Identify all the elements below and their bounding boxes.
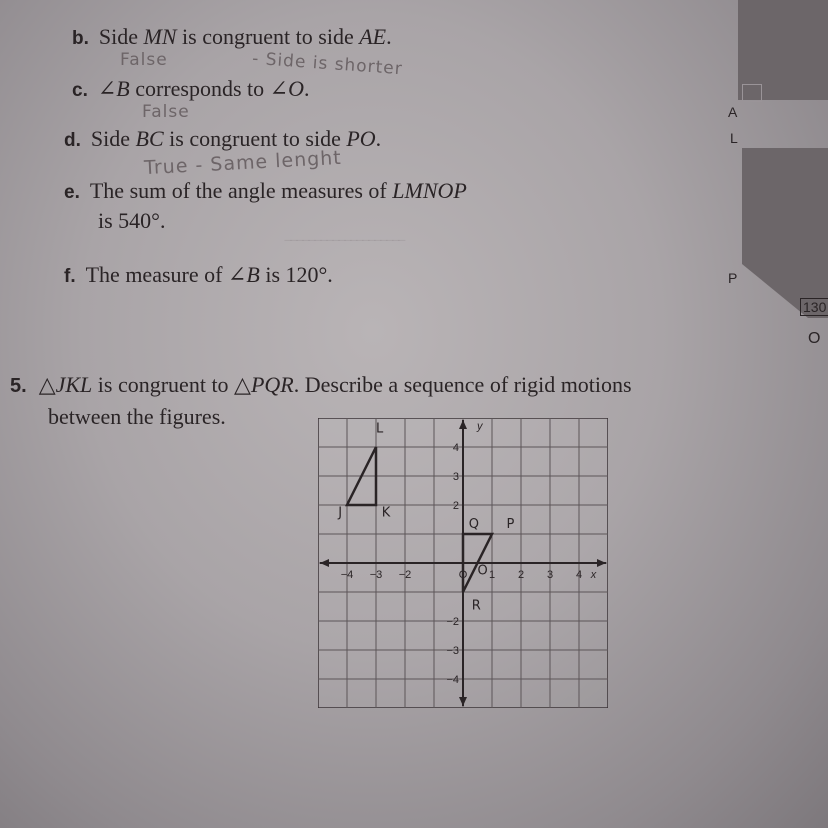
y-tick-label: −2	[446, 616, 459, 628]
vertex-label-q: Q	[468, 517, 480, 533]
angle-label: 130	[800, 298, 828, 316]
problem-5: 5. △JKL is congruent to △PQR. Describe a sequence of rigid motions	[10, 372, 632, 397]
vertex-label-o: O	[477, 563, 488, 579]
y-tick-label: 2	[452, 500, 459, 512]
y-tick-label: −3	[446, 645, 459, 657]
x-tick-label: 1	[488, 569, 496, 581]
vertex-label-k: K	[381, 505, 391, 521]
vertex-label-o: O	[808, 330, 821, 347]
x-tick-label: O	[458, 569, 468, 581]
x-tick-label: 4	[575, 569, 583, 581]
handwritten-note-b: - Side is shorter	[251, 48, 404, 80]
item-d: d. Side BC is congruent to side PO.	[64, 126, 382, 151]
item-label: d.	[64, 130, 81, 151]
y-tick-label: 4	[452, 442, 459, 454]
handwritten-answer-d: True - Same lenght	[143, 146, 343, 180]
item-label: e.	[64, 182, 80, 203]
vertex-label-j: J	[338, 505, 343, 521]
vertex-label-p: P	[728, 270, 738, 286]
vertex-label-r: R	[471, 598, 481, 614]
problem-5-line2: between the figures.	[48, 404, 226, 429]
x-tick-label: −4	[340, 569, 354, 581]
handwritten-answer-b: False	[120, 50, 168, 70]
x-tick-label: −3	[369, 569, 383, 581]
right-angle-marker	[742, 84, 762, 102]
item-label: c.	[72, 80, 88, 101]
item-f: f. The measure of ∠B is 120°.	[64, 262, 333, 287]
x-tick-label: −2	[398, 569, 412, 581]
coordinate-grid-svg	[318, 418, 608, 708]
y-tick-label: −4	[446, 674, 459, 686]
problem-number: 5.	[10, 375, 27, 397]
item-b: b. Side MN is congruent to side AE.	[72, 24, 392, 49]
side-figure-bottom	[740, 148, 828, 318]
vertex-label-p: P	[506, 517, 515, 533]
vertex-label-l: L	[376, 421, 384, 437]
item-e: e. The sum of the angle measures of LMNOP	[64, 178, 467, 203]
handwritten-answer-c: False	[142, 102, 190, 122]
item-c: c. ∠B corresponds to ∠O.	[72, 76, 310, 101]
x-tick-label: 2	[517, 569, 525, 581]
vertex-label-a: A	[728, 104, 738, 120]
item-e-line2: is 540°.	[98, 208, 166, 233]
y-tick-label: 3	[452, 471, 459, 483]
item-label: f.	[64, 266, 76, 287]
item-label: b.	[72, 28, 89, 49]
y-axis-label: y	[477, 420, 483, 433]
vertex-label-l: L	[730, 130, 738, 146]
x-axis-label: x	[590, 569, 597, 581]
coordinate-grid	[318, 418, 608, 713]
x-tick-label: 3	[546, 569, 554, 581]
bleed-through-text: ‾‾‾‾‾‾‾‾‾‾‾‾‾‾‾‾‾‾‾‾	[285, 238, 405, 258]
